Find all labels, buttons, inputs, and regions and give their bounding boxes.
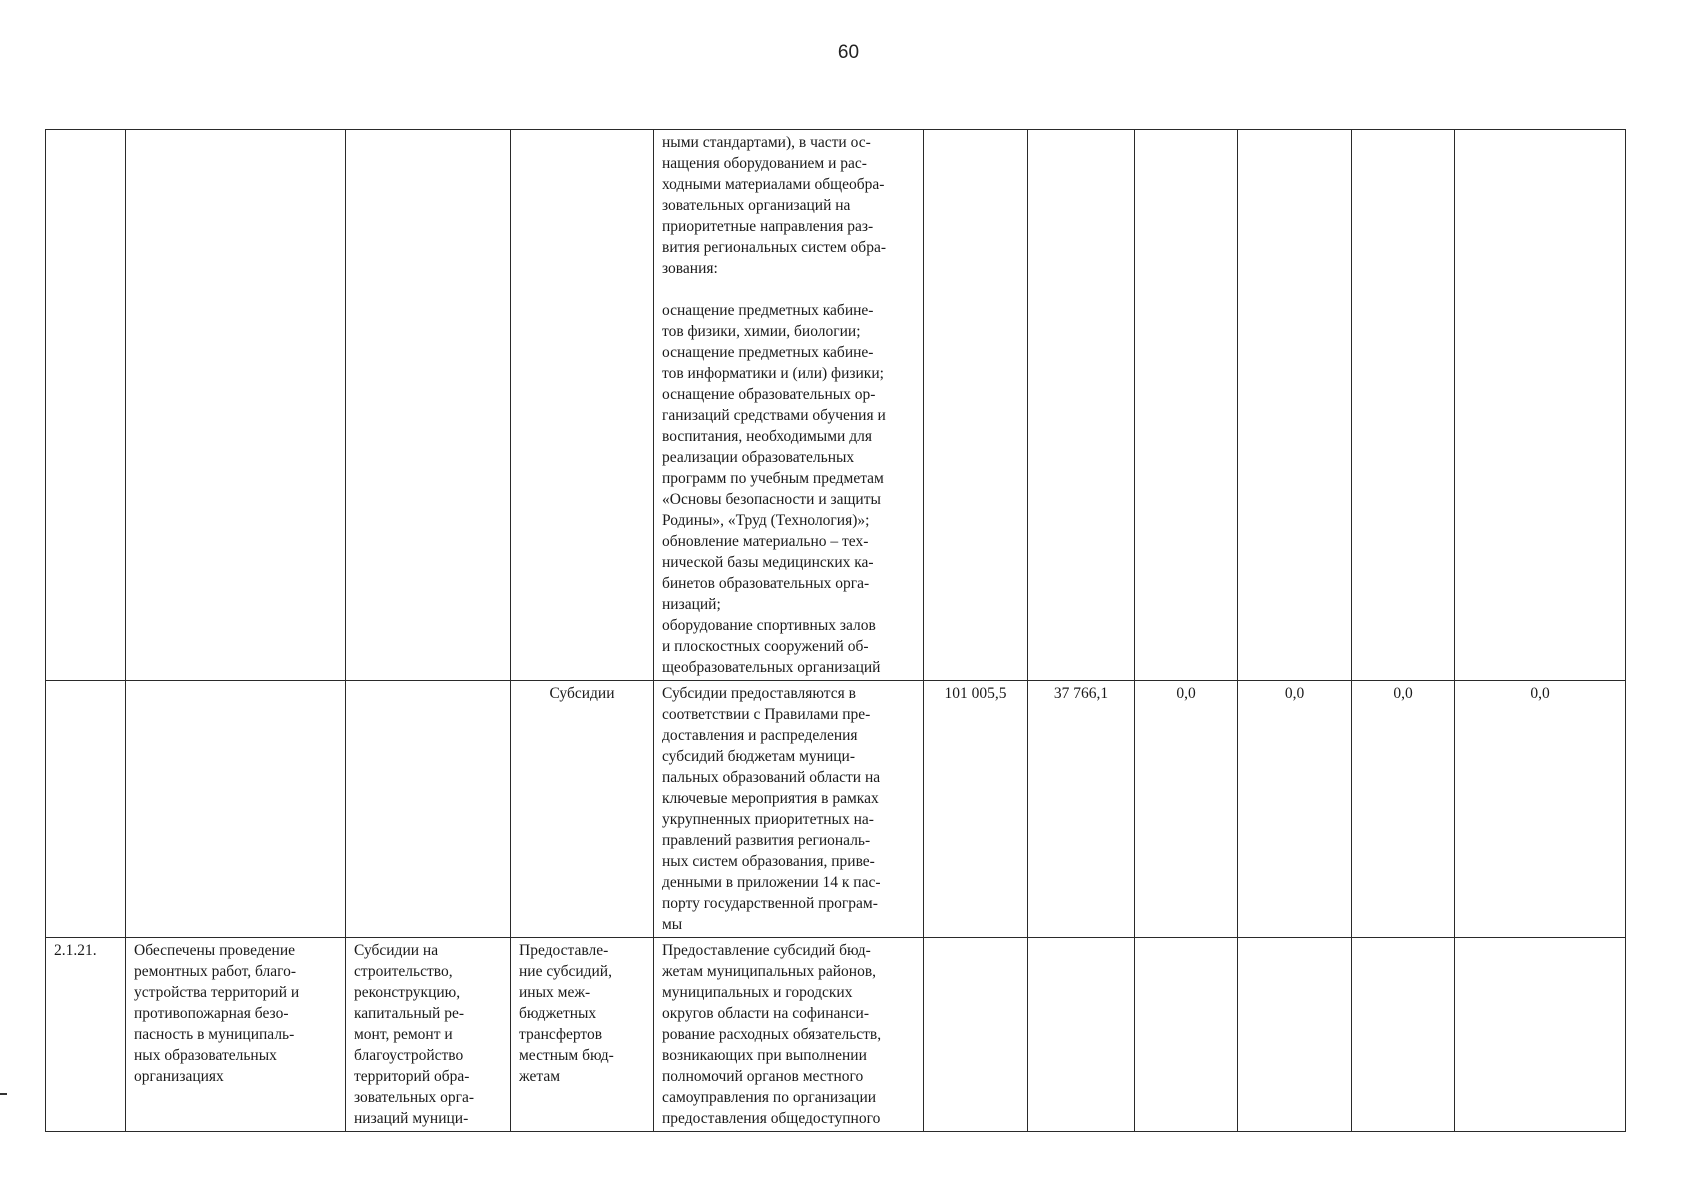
table-row	[46, 130, 1626, 681]
result-cell: Обеспечены проведение ремонтных работ, благо- устройства территорий и противопожарная безо- пасность в муниципаль- ных образовательных организациях	[126, 938, 346, 1132]
value-cell: 0,0	[1455, 681, 1626, 938]
table-row	[46, 681, 1626, 938]
measure-cell	[346, 130, 511, 681]
value-cell	[1028, 130, 1135, 681]
value-cell	[1238, 130, 1352, 681]
description-cell: ными стандартами), в части ос- нащения оборудованием и рас- ходными материалами общеобра- зовательных организаций на приоритетные направления раз- вития региональных систем обра- зования: оснащение предметных кабине- тов физики, химии, биологии; оснащение предметных кабине- тов информатики и (или) физики; оснащение образовательных ор- ганизаций средствами обучения и воспитания, необходимыми для реализации образовательных программ по учебным предметам «Основы безопасности и защиты Родины», «Труд (Технология)»; обновление материально – тех- нической базы медицинских ка- бинетов образовательных орга- низаций; оборудование спортивных залов и плоскостных сооружений об- щеобразовательных организаций	[654, 130, 924, 681]
value-cell	[1352, 938, 1455, 1132]
description-cell: Субсидии предоставляются в соответствии с Правилами пре- доставления и распределения субсидий бюджетам муници- пальных образований области на ключевые мероприятия в рамках укрупненных приоритетных на- правлений развития региональ- ных систем образования, приве- денными в приложении 14 к пас- порту государственной програм- мы	[654, 681, 924, 938]
page-number: 60	[837, 42, 860, 63]
type-cell	[511, 130, 654, 681]
value-cell	[1135, 938, 1238, 1132]
value-cell: 0,0	[1135, 681, 1238, 938]
value-cell: 101 005,5	[924, 681, 1028, 938]
value-cell	[924, 938, 1028, 1132]
measure-cell	[346, 681, 511, 938]
measure-cell: Субсидии на строительство, реконструкцию, капитальный ре- монт, ремонт и благоустройство территорий обра- зовательных орга- низаций муници-	[346, 938, 511, 1132]
value-cell	[1455, 938, 1626, 1132]
program-table	[45, 129, 1626, 1132]
value-cell: 37 766,1	[1028, 681, 1135, 938]
type-cell: Предоставле- ние субсидий, иных меж- бюджетных трансфертов местным бюд- жетам	[511, 938, 654, 1132]
value-cell	[924, 130, 1028, 681]
value-cell	[1238, 938, 1352, 1132]
value-cell	[1135, 130, 1238, 681]
row-number-cell	[46, 130, 126, 681]
result-cell	[126, 681, 346, 938]
description-cell: Предоставление субсидий бюд- жетам муниципальных районов, муниципальных и городских округов области на софинанси- рование расходных обязательств, возникающих при выполнении полномочий органов местного самоуправления по организации предоставления общедоступного	[654, 938, 924, 1132]
table-row	[46, 938, 1626, 1132]
value-cell	[1028, 938, 1135, 1132]
row-number-cell	[46, 681, 126, 938]
value-cell	[1352, 130, 1455, 681]
result-cell	[126, 130, 346, 681]
row-number-cell: 2.1.21.	[46, 938, 126, 1132]
type-cell: Субсидии	[511, 681, 654, 938]
value-cell: 0,0	[1352, 681, 1455, 938]
value-cell	[1455, 130, 1626, 681]
value-cell: 0,0	[1238, 681, 1352, 938]
margin-mark	[0, 1093, 7, 1095]
